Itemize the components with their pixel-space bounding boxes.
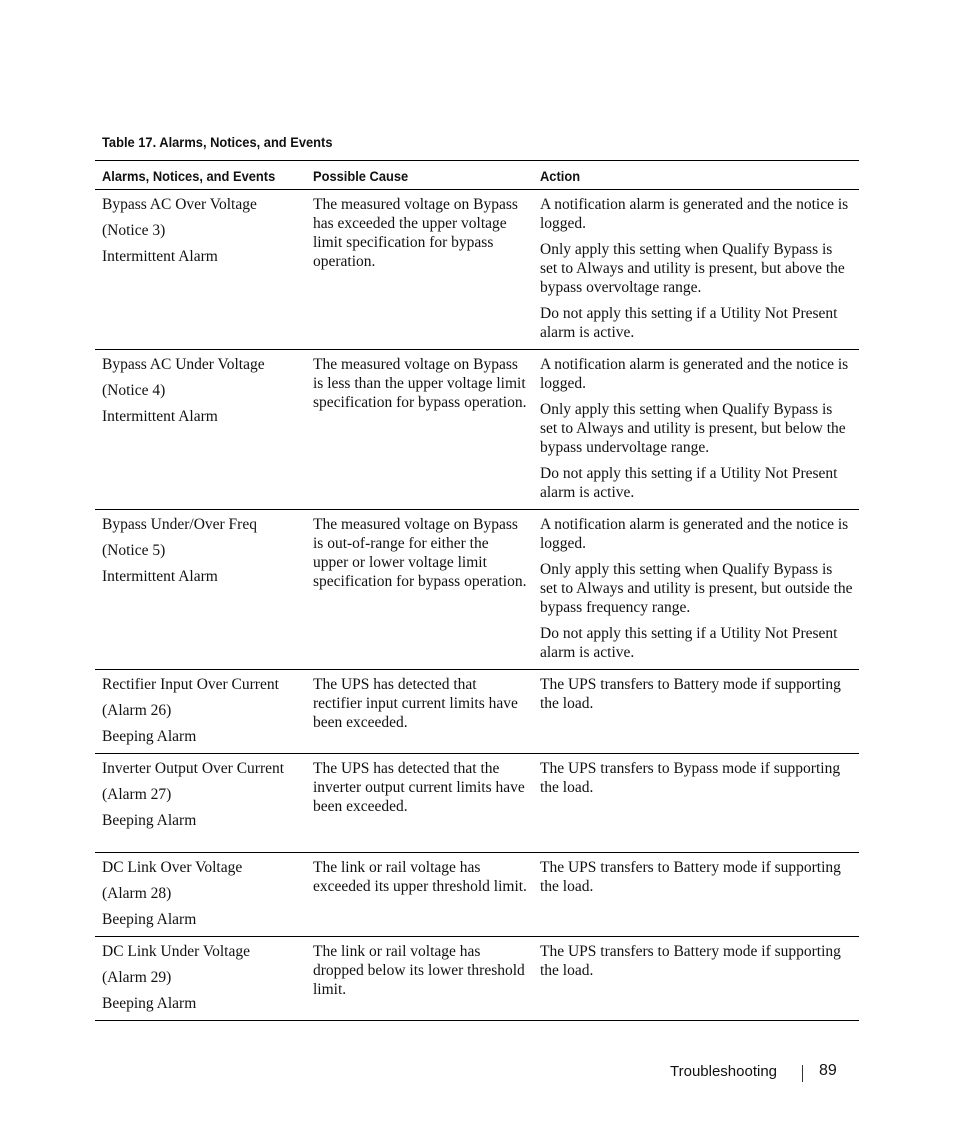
event-cell: Bypass Under/Over Freq (Notice 5) Intermittent Alarm [95, 510, 306, 670]
cause-cell: The UPS has detected that rectifier input current limits have been exceeded. [306, 670, 533, 754]
action-cell: A notification alarm is generated and the notice is logged. Only apply this setting when Qualify Bypass is set to Always and utility is present, but above the bypass overvoltage range. Do not apply this setting if a Utility Not Present alarm is active. [533, 190, 859, 350]
alarms-table [95, 160, 859, 1021]
table-header-row [95, 161, 859, 190]
footer-divider [802, 1065, 803, 1082]
event-cell: Bypass AC Over Voltage (Notice 3) Intermittent Alarm [95, 190, 306, 350]
action-cell: The UPS transfers to Bypass mode if supporting the load. [533, 754, 859, 853]
table-row [95, 853, 859, 937]
cause-cell: The link or rail voltage has exceeded its upper threshold limit. [306, 853, 533, 937]
page-number: 89 [819, 1062, 837, 1079]
cause-cell: The measured voltage on Bypass is out-of-range for either the upper or lower voltage limit specification for bypass operation. [306, 510, 533, 670]
header-action: Action [533, 161, 859, 190]
table-row [95, 190, 859, 350]
event-cell: DC Link Over Voltage (Alarm 28) Beeping Alarm [95, 853, 306, 937]
action-cell: The UPS transfers to Battery mode if supporting the load. [533, 937, 859, 1021]
action-cell: A notification alarm is generated and the notice is logged. Only apply this setting when Qualify Bypass is set to Always and utility is present, but below the bypass undervoltage range. Do not apply this setting if a Utility Not Present alarm is active. [533, 350, 859, 510]
event-cell: Rectifier Input Over Current (Alarm 26) Beeping Alarm [95, 670, 306, 754]
table-row [95, 937, 859, 1021]
event-cell: DC Link Under Voltage (Alarm 29) Beeping Alarm [95, 937, 306, 1021]
cause-cell: The measured voltage on Bypass is less than the upper voltage limit specification for bypass operation. [306, 350, 533, 510]
event-cell: Bypass AC Under Voltage (Notice 4) Intermittent Alarm [95, 350, 306, 510]
table-row [95, 670, 859, 754]
action-cell: The UPS transfers to Battery mode if supporting the load. [533, 853, 859, 937]
footer-section-title: Troubleshooting [670, 1063, 778, 1080]
header-events: Alarms, Notices, and Events [95, 161, 306, 190]
table-row [95, 754, 859, 853]
table-row [95, 350, 859, 510]
action-cell: The UPS transfers to Battery mode if supporting the load. [533, 670, 859, 754]
event-cell: Inverter Output Over Current (Alarm 27) Beeping Alarm [95, 754, 306, 853]
action-cell: A notification alarm is generated and the notice is logged. Only apply this setting when Qualify Bypass is set to Always and utility is present, but outside the bypass frequency range. Do not apply this setting if a Utility Not Present alarm is active. [533, 510, 859, 670]
cause-cell: The link or rail voltage has dropped below its lower threshold limit. [306, 937, 533, 1021]
cause-cell: The measured voltage on Bypass has exceeded the upper voltage limit specification for bypass operation. [306, 190, 533, 350]
table-row [95, 510, 859, 670]
header-cause: Possible Cause [306, 161, 533, 190]
table-caption: Table 17. Alarms, Notices, and Events [102, 134, 333, 150]
cause-cell: The UPS has detected that the inverter output current limits have been exceeded. [306, 754, 533, 853]
